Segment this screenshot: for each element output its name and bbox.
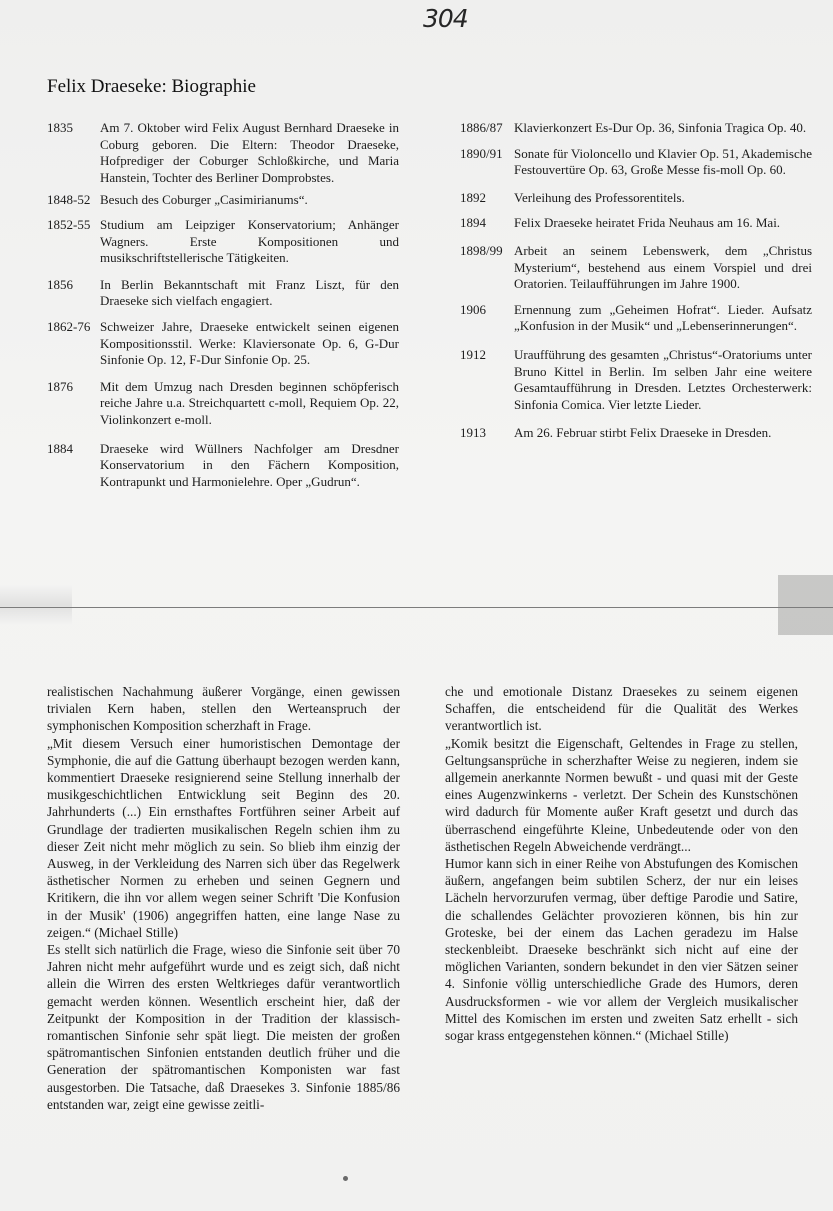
timeline-year: 1892 (460, 189, 486, 205)
timeline-entry (460, 215, 812, 232)
timeline-year: 1835 (47, 120, 73, 135)
page-title: Felix Draeseke: Biographie (47, 76, 256, 97)
timeline-text: Arbeit an seinem Lebenswerk, dem „Christus Mysterium“, bestehend aus einem Vorspiel und drei Oratorien. Teilaufführungen im Jahre 1900. (514, 242, 812, 292)
timeline-text: Klavierkonzert Es-Dur Op. 36, Sinfonia Tragica Op. 40. (514, 120, 807, 135)
timeline-year: 1848-52 (47, 192, 91, 208)
page-fold-divider (0, 607, 833, 608)
timeline-entry (460, 302, 812, 335)
paragraph: „Komik besitzt die Eigenschaft, Geltendes in Frage zu stellen, Geltungsansprüche in scherzhafter Weise zu negieren, indem sie allgemein anerkannte Normen bewußt - und quasi mit der Geste eines Augenzwinkerns - verletzt. Der Schein des Kunstschönen wird dadurch für Momente außer Kraft gesetzt und durch das überraschend eingeführte Kleine, Unbedeutende oder von den ästhetischen Regeln Abweichende verdrängt... (445, 735, 798, 854)
timeline-text: Verleihung des Professorentitels. (514, 189, 685, 205)
paragraph: che und emotionale Distanz Draesekes zu seinem eigenen Schaffen, die entscheidend für die Qualität des Werkes verantwortlich ist. (445, 684, 798, 734)
paragraph: Es stellt sich natürlich die Frage, wieso die Sinfonie seit über 70 Jahren nicht mehr aufgeführt wurde und es zeigt sich, daß nicht allein die Wirren des ersten Weltkrieges dafür verantwortlich gemacht werden können. Wesentlich erscheint hier, daß der Zeitpunkt der Komposition in der Tradition der klassisch-romantischen Sinfonie sehr spät liegt. Die meisten der großen spätromantischen Sinfonien entstanden deutlich früher und die Generation der spätromantischen Komponisten war fast ausgestorben. Die Tatsache, daß Draesekes 3. Sinfonie 1885/86 entstanden war, zeigt eine gewisse zeitli- (47, 942, 400, 1112)
body-text-right-column (445, 683, 798, 1044)
timeline-entry (47, 192, 399, 209)
timeline-year: 1894 (460, 215, 486, 231)
page-edge-shadow-left (0, 585, 72, 625)
timeline-entry (460, 146, 812, 179)
paragraph: „Mit diesem Versuch einer humoristischen Demontage der Symphonie, die auf die Gattung überhaupt bezogen werden kann, kommentiert Draeseke resignierend seine Stellung innerhalb der musikgeschichtlichen Entwicklung seit Beginn des 20. Jahrhunderts (...) Ein ernsthaftes Fortführen seiner Arbeit auf Grundlage der tradierten musikalischen Regeln schien ihm zu dieser Zeit nicht mehr möglich zu sein. So blieb ihm einzig der Ausweg, in der Verkleidung des Narren sich über das Regelwerk ästhetischer Normen zu erheben und seinen Gegnern und Kritikern, die ihn vor allem wegen seiner Schrift 'Die Konfusion in der Musik' (1906) angegriffen hatten, eine lange Nase zu zeigen.“ (Michael Stille) (47, 735, 400, 940)
timeline-year: 1856 (47, 276, 73, 292)
timeline-text: Uraufführung des gesamten „Christus“-Oratoriums unter Bruno Kittel in Berlin. Im selben Jahr eine weitere Gesamtaufführung in Dresden. Letztes Orchesterwerk: Sinfonia Comica. Vier letzte Lieder. (514, 346, 812, 412)
timeline-text: Draeseke wird Wüllners Nachfolger am Dresdner Konservatorium in den Fächern Komposition, Kontrapunkt und Harmonielehre. Oper „Gudrun“. (100, 440, 399, 489)
timeline-text: Ernennung zum „Geheimen Hofrat“. Lieder. Aufsatz „Konfusion in der Musik“ und „Lebenserinnerungen“. (514, 301, 812, 334)
timeline-year: 1886/87 (460, 120, 503, 135)
body-text-left-column (47, 683, 400, 1113)
handwritten-page-number: 304 (423, 4, 468, 33)
timeline-entry (47, 277, 399, 310)
timeline-left-column (47, 120, 399, 490)
timeline-text: Mit dem Umzug nach Dresden beginnen schöpferisch reiche Jahre u.a. Streichquartett c-moll, Requiem Op. 22, Violinkonzert e-moll. (100, 378, 399, 427)
timeline-text: Am 7. Oktober wird Felix August Bernhard Draeseke in Coburg geboren. Die Eltern: Theodor Draeseke, Hofprediger der Coburger Schloßkirche, und Maria Hanstein, Tochter des Berliner Domprobstes. (100, 120, 399, 185)
timeline-year: 1912 (460, 346, 486, 362)
timeline-text: Schweizer Jahre, Draeseke entwickelt seinen eigenen Kompositionsstil. Werke: Klaviersonate Op. 6, G-Dur Sinfonie Op. 12, F-Dur Sinfonie Op. 25. (100, 318, 399, 368)
timeline-text: In Berlin Bekanntschaft mit Franz Liszt, für den Draeseke sich vielfach engagiert. (100, 276, 399, 309)
page-edge-shadow-right (778, 575, 833, 635)
timeline-right-column (460, 120, 812, 442)
timeline-entry (460, 120, 812, 137)
timeline-entry (460, 243, 812, 293)
paragraph: realistischen Nachahmung äußerer Vorgänge, einen gewissen trivialen Kern haben, stellen den Werteanspruch der symphonischen Komposition scherzhaft in Frage. (47, 684, 400, 734)
timeline-entry (47, 319, 399, 369)
timeline-text: Felix Draeseke heiratet Frida Neuhaus am 16. Mai. (514, 215, 781, 231)
timeline-text: Am 26. Februar stirbt Felix Draeseke in Dresden. (514, 425, 772, 441)
paragraph: Humor kann sich in einer Reihe von Abstufungen des Komischen äußern, angefangen beim subtilen Scherz, der nur ein leises Lächeln hervorzurufen vermag, über deftige Parodie und Satire, die schallendes Gelächter provozieren können, bis hin zur Groteske, bei der einem das Lachen geradezu im Halse steckenbleibt. Draeseke beschränkt sich nicht auf eine der möglichen Varianten, sondern bekundet in den vier Sätzen seiner 4. Sinfonie völlig unterschiedliche Grade des Humors, deren Ausdrucksformen - wie vor allem der Vergleich musikalischer Mittel des Komischen im ersten und zweiten Satz erhellt - sich sogar krass entgegenstehen können.“ (Michael Stille) (445, 856, 798, 1044)
timeline-year: 1862-76 (47, 318, 91, 334)
timeline-entry (47, 217, 399, 267)
timeline-entry (47, 120, 399, 186)
ink-spot (343, 1176, 348, 1181)
timeline-text: Studium am Leipziger Konservatorium; Anhänger Wagners. Erste Kompositionen und musikschriftstellerische Tätigkeiten. (100, 216, 399, 266)
timeline-year: 1884 (47, 440, 73, 456)
timeline-year: 1890/91 (460, 145, 503, 161)
timeline-entry (47, 441, 399, 491)
timeline-entry (460, 347, 812, 413)
timeline-entry (47, 379, 399, 429)
timeline-entry (460, 190, 812, 207)
timeline-text: Besuch des Coburger „Casimirianums“. (100, 192, 308, 208)
timeline-year: 1913 (460, 425, 486, 441)
timeline-year: 1906 (460, 301, 486, 317)
timeline-year: 1876 (47, 378, 73, 394)
timeline-entry (460, 425, 812, 442)
timeline-text: Sonate für Violoncello und Klavier Op. 51, Akademische Festouvertüre Op. 63, Große Messe fis-moll Op. 60. (514, 145, 812, 178)
timeline-year: 1898/99 (460, 242, 503, 258)
timeline-year: 1852-55 (47, 216, 91, 232)
